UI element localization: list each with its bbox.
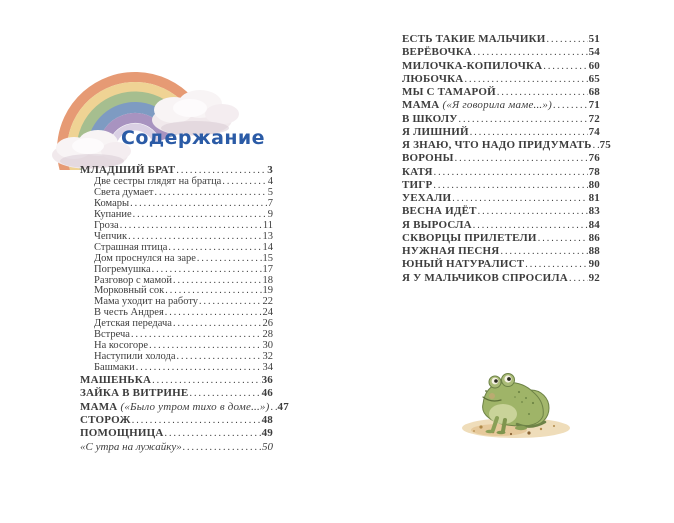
toc-entry [402,179,600,192]
toc-entry [402,73,600,86]
toc-entry-label: ЛЮБОЧКА [402,72,464,85]
toc-entry-page: 18 [262,274,273,286]
toc-entry-label: МАМА [80,400,118,413]
toc-entry [80,387,273,400]
toc-entry [402,113,600,126]
toc-entry-label: Встреча [94,329,130,341]
toc-entry-label: Страшная птица [94,241,168,253]
toc-entry-label: ПОМОЩНИЦА [80,427,164,440]
toc-entry-label: На косогоре [94,340,149,351]
toc-entry-label: Погремушка [94,263,151,275]
toc-leader-dots [133,210,267,221]
rainbow-clouds-illustration [50,38,242,170]
toc-entry-label: КАТЯ [402,165,433,178]
toc-entry-page: 76 [588,152,600,165]
toc-entry-label: ЕСТЬ ТАКИЕ МАЛЬЧИКИ [402,33,546,45]
toc-entry-label: Морковный сок [94,285,165,297]
toc-leader-dots [459,113,588,126]
toc-entry-label: СТОРОЖ [80,413,131,426]
toc-entry-page: 65 [588,72,600,85]
toc-entry-page: 3 [267,164,273,176]
toc-leader-dots [176,352,261,363]
toc-leader-dots [197,254,262,265]
toc-leader-dots [173,276,262,287]
toc-leader-dots [433,179,587,192]
toc-entry-label: МЫ С ТАМАРОЙ [402,86,496,98]
toc-leader-dots [165,308,262,319]
toc-leader-dots [222,177,266,188]
toc-entry [402,126,600,139]
toc-entry [80,265,273,276]
toc-entry-page: 51 [588,33,600,45]
toc-entry-label: ВОРОНЫ [402,152,454,165]
toc-leader-dots [136,363,262,374]
toc-entry-label: Купание [94,209,132,221]
toc-entry-label: ЗАЙКА В ВИТРИНЕ [80,387,189,400]
toc-entry-page: 5 [267,187,273,199]
toc-entry-page: 28 [262,329,273,341]
toc-entry-page: 11 [262,220,273,232]
toc-entry-label: Комары [94,198,130,210]
toc-entry [402,139,612,152]
toc-entry-label: «С утра на лужайку» [80,440,182,453]
toc-leader-dots [473,219,588,232]
toc-leader-dots [131,330,262,341]
toc-entry-label: ТИГР [402,178,433,191]
toc-entry [80,363,273,374]
toc-leader-dots [434,166,588,179]
toc-entry-page: 60 [588,59,600,72]
toc-entry-page: 9 [267,209,273,221]
toc-leader-dots [199,297,261,308]
toc-leader-dots [497,86,588,99]
toc-entry-label: Гроза [94,220,119,232]
frog-illustration [459,370,577,440]
toc-leader-dots [500,245,587,258]
toc-entry-page: 14 [262,241,273,253]
toc-entry-page: 74 [588,125,600,138]
toc-leader-dots [165,427,261,440]
toc-leader-dots [271,401,277,414]
toc-entry-note: («Я говорила маме...») [442,99,552,112]
toc-entry-label: ВЕРЁВОЧКА [402,46,473,59]
toc-entry [402,232,600,245]
toc-entry-page: 68 [588,86,600,98]
toc-leader-dots [525,258,587,271]
toc-entry [80,441,273,454]
toc-entry [402,166,600,179]
toc-leader-dots [478,205,588,218]
toc-leader-dots [155,188,267,199]
toc-entry-page: 17 [262,263,273,275]
toc-entry-page: 19 [262,285,273,297]
toc-entry-label: Детская передача [94,318,172,330]
toc-entry-page: 75 [599,139,612,151]
toc-entry-label: Две сестры глядят на братца [94,176,222,188]
toc-entry [402,272,600,285]
toc-entry-page: 50 [262,440,273,453]
toc-entry-note: («Было утром тихо в доме...») [120,400,270,413]
toc-entry-label: Башмаки [94,361,135,373]
toc-column-left [80,164,289,454]
toc-leader-dots [152,374,261,387]
toc-leader-dots [130,199,267,210]
toc-entry-page: 36 [261,373,273,386]
toc-entry-page: 84 [588,218,600,231]
toc-leader-dots [183,441,261,454]
toc-leader-dots [473,46,587,59]
toc-entry-label: Я ЗНАЮ, ЧТО НАДО ПРИДУМАТЬ [402,139,592,151]
toc-entry-page: 81 [588,192,600,204]
toc-entry-label: Разговор с мамой [94,274,172,286]
toc-entry [402,33,600,46]
toc-entry [80,400,289,414]
toc-entry-label: Я ВЫРОСЛА [402,218,472,231]
toc-entry [402,99,600,112]
toc-leader-dots [553,99,588,112]
toc-entry-page: 22 [262,296,273,308]
toc-leader-dots [547,33,588,46]
toc-entry-label: МЛАДШИЙ БРАТ [80,164,176,176]
toc-entry [80,414,273,427]
toc-entry-page: 46 [261,387,273,400]
toc-entry-label: В ШКОЛУ [402,112,458,125]
toc-entry-label: МИЛОЧКА-КОПИЛОЧКА [402,59,543,72]
toc-entry [80,427,273,440]
toc-leader-dots [538,232,588,245]
toc-leader-dots [569,272,588,285]
toc-leader-dots [455,152,588,165]
toc-entry-label: МАМА [402,99,440,112]
toc-entry-page: 15 [262,252,273,264]
toc-entry-label: Я ЛИШНИЙ [402,125,469,138]
toc-entry-label: Чепчик [94,230,128,242]
toc-column-right [402,33,612,285]
toc-entry-label: СКВОРЦЫ ПРИЛЕТЕЛИ [402,231,537,244]
toc-entry [402,46,600,59]
toc-entry-page: 48 [261,413,273,426]
toc-leader-dots [452,192,587,205]
toc-entry-label: ЮНЫЙ НАТУРАЛИСТ [402,258,525,271]
toc-entry [402,205,600,218]
toc-leader-dots [173,319,262,330]
toc-entry-page: 32 [262,350,273,362]
toc-entry-page: 92 [588,271,600,284]
toc-entry-page: 72 [588,112,600,125]
toc-leader-dots [593,139,599,152]
toc-leader-dots [189,387,260,400]
toc-entry-label: Света думает [94,187,154,199]
toc-entry-page: 13 [262,230,273,242]
toc-entry [402,192,600,205]
toc-entry-page: 54 [588,46,600,59]
toc-entry-page: 90 [588,258,600,271]
toc-entry [402,219,600,232]
toc-entry [80,164,273,177]
toc-leader-dots [176,164,266,177]
toc-entry [402,245,600,258]
toc-leader-dots [120,221,262,232]
toc-entry-page: 83 [588,205,600,218]
toc-entry-page: 71 [588,99,600,112]
toc-entry-page: 34 [262,361,273,373]
toc-entry [80,374,273,387]
toc-entry-label: НУЖНАЯ ПЕСНЯ [402,245,500,257]
toc-entry-label: Мама уходит на работу [94,296,199,308]
toc-entry [402,86,600,99]
toc-entry-label: В честь Андрея [94,307,164,319]
toc-leader-dots [152,265,262,276]
toc-entry-page: 88 [588,245,600,257]
toc-leader-dots [470,126,588,139]
toc-entry-label: Дом проснулся на заре [94,252,196,264]
toc-entry-page: 49 [261,427,273,440]
toc-leader-dots [132,414,261,427]
toc-entry-page: 26 [262,318,273,330]
toc-entry-page: 30 [262,340,273,351]
rainbow-clouds-svg [50,38,242,170]
frog-body [483,374,549,435]
contents-title: Содержание [121,127,265,149]
toc-leader-dots [543,60,587,73]
toc-entry-page: 80 [588,178,600,191]
toc-entry [402,152,600,165]
toc-entry-label: МАШЕНЬКА [80,373,152,386]
toc-entry-page: 78 [588,165,600,178]
frog-svg [459,370,577,440]
toc-entry-page: 7 [267,198,273,210]
toc-entry-page: 47 [277,400,289,413]
toc-entry-page: 24 [262,307,273,319]
toc-entry-label: ВЕСНА ИДЁТ [402,205,477,218]
toc-entry [402,60,600,73]
toc-entry-label: Я У МАЛЬЧИКОВ СПРОСИЛА [402,271,568,284]
toc-entry-page: 4 [267,176,273,188]
toc-entry-label: УЕХАЛИ [402,192,452,204]
toc-entry-label: Наступили холода [94,350,176,362]
toc-entry [402,258,600,271]
toc-entry-page: 86 [588,231,600,244]
toc-leader-dots [464,73,587,86]
